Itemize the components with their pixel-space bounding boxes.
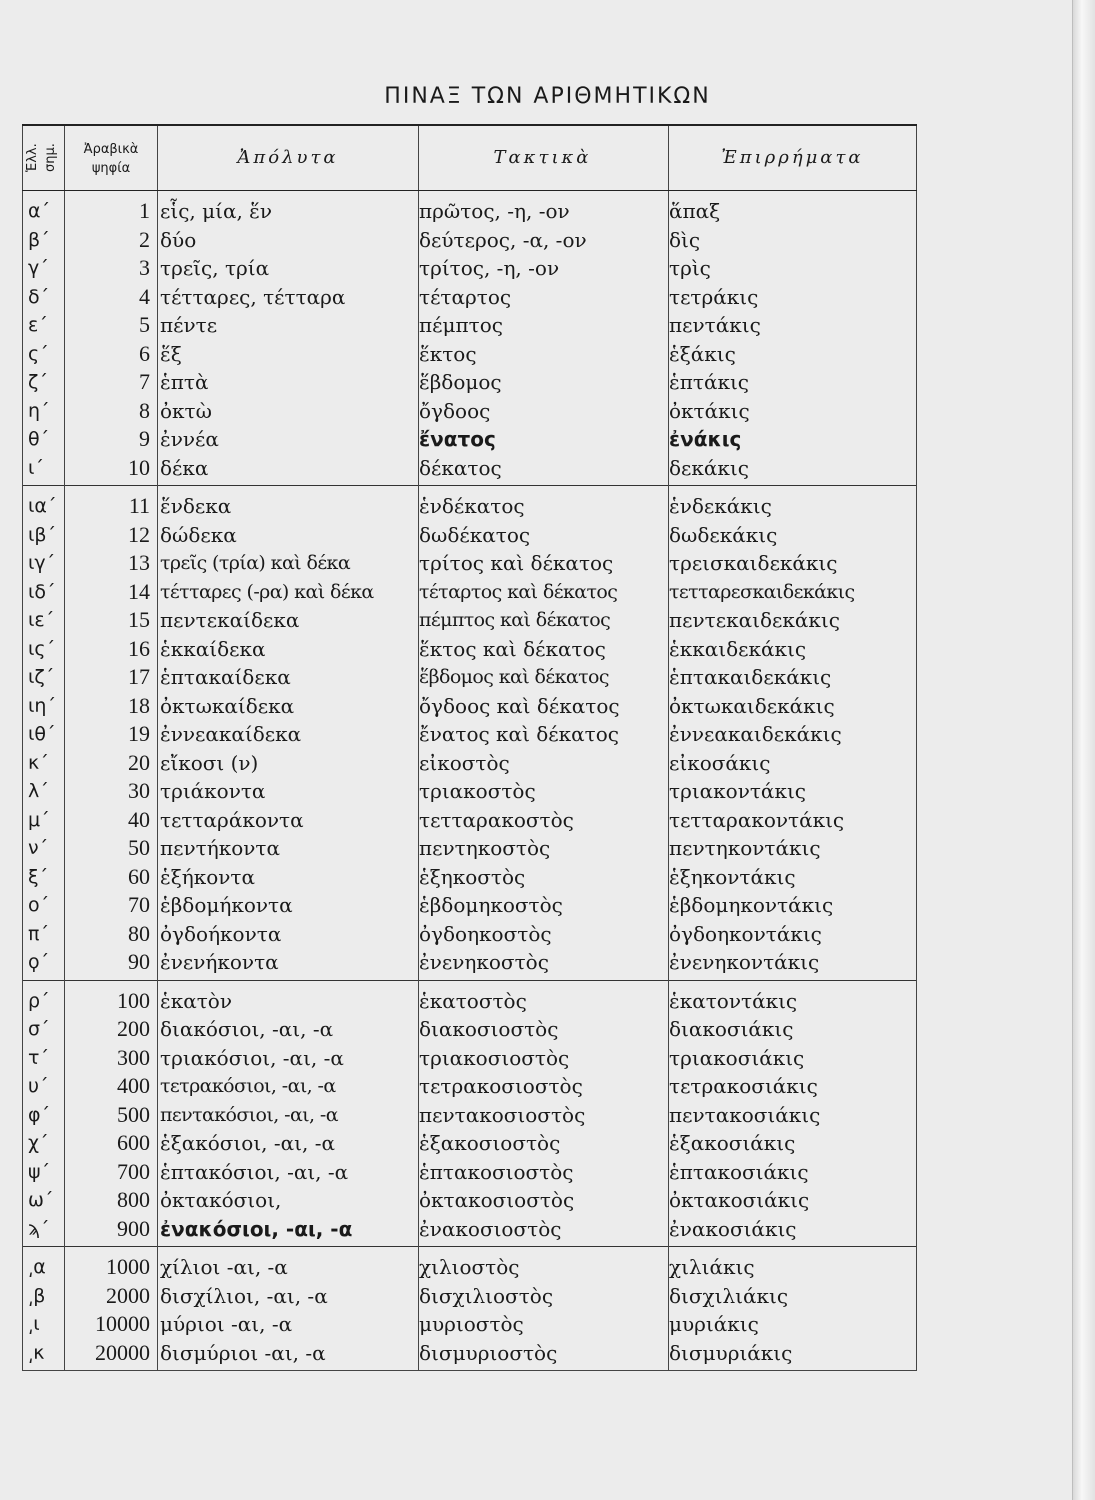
arabic-numeral: 20: [128, 749, 150, 775]
arabic-numeral: 10000: [95, 1311, 150, 1336]
greek-numeral: γ΄: [28, 257, 49, 279]
header-greek-notation: Ἑλλ. σημ.: [25, 143, 58, 173]
adverb-form: χιλιάκις: [669, 1255, 755, 1279]
absolute-form: τρεῖς (τρία) καὶ δέκα: [160, 552, 351, 574]
absolute-form: δισμύριοι -αι, -α: [160, 1340, 326, 1365]
table-row: [22, 454, 917, 483]
absolute-form: δύο: [160, 227, 197, 252]
table-row: [22, 1253, 917, 1282]
ordinal-form: δεύτερος, -α, -ον: [419, 227, 587, 252]
greek-numeral: ιζ΄: [28, 666, 55, 688]
ordinal-form: ἐνενηκοστὸς: [419, 950, 549, 974]
table-row: [22, 692, 917, 721]
arabic-numeral: 4: [139, 283, 150, 309]
table-row: [22, 834, 917, 863]
adverb-form: ἐνακοσιάκις: [669, 1216, 797, 1241]
adverb-form: τετράκις: [669, 284, 759, 309]
greek-numeral: ς΄: [28, 342, 49, 365]
arabic-numeral: 18: [128, 692, 150, 718]
ordinal-form: εἰκοστὸς: [419, 750, 510, 775]
table-row: [22, 311, 917, 340]
table-row: [22, 777, 917, 806]
arabic-numeral: 400: [117, 1073, 150, 1098]
absolute-form: ἐνενήκοντα: [160, 950, 279, 974]
greek-numeral: ϡ΄: [28, 1217, 50, 1240]
ordinal-form: ἕβδομος: [419, 370, 502, 394]
arabic-numeral: 15: [128, 607, 150, 632]
ordinal-form: πέμπτος: [419, 313, 503, 337]
adverb-form: τριακοσιάκις: [669, 1045, 805, 1070]
adverb-form: πεντεκαιδεκάκις: [669, 608, 840, 632]
ordinal-form: ἕκτος: [419, 341, 477, 366]
greek-numeral: τ΄: [28, 1046, 49, 1069]
arabic-numeral: 13: [128, 550, 150, 575]
greek-numeral: ξ΄: [28, 865, 49, 888]
greek-numeral: ιθ΄: [28, 723, 56, 745]
table-row: [22, 1282, 917, 1311]
ordinal-form: δισχιλιοστὸς: [419, 1283, 554, 1308]
table-row: [22, 340, 917, 369]
table-row: [22, 1072, 917, 1101]
table-row: [22, 1186, 917, 1215]
absolute-form: πεντακόσιοι, -αι, -α: [160, 1103, 338, 1126]
ordinal-form: ἕκτος καὶ δέκατος: [419, 636, 606, 661]
greek-numeral: ε΄: [28, 314, 48, 336]
adverb-form: δὶς: [669, 227, 701, 252]
table-row: [22, 635, 917, 664]
ordinal-form: ἔνατος καὶ δέκατος: [419, 722, 619, 746]
table-row: [22, 549, 917, 578]
arabic-numeral: 60: [128, 863, 150, 889]
table-group: [22, 486, 917, 981]
absolute-form: ἑβδομήκοντα: [160, 893, 293, 917]
arabic-numeral: 30: [128, 778, 150, 803]
arabic-numeral: 20000: [95, 1339, 150, 1365]
table-row: [22, 948, 917, 977]
ordinal-form: ὄγδοος καὶ δέκατος: [419, 693, 620, 718]
absolute-form: ἑπτακόσιοι, -αι, -α: [160, 1159, 349, 1184]
absolute-form: πεντήκοντα: [160, 836, 280, 860]
adverb-form: ὀκτάκις: [669, 398, 750, 423]
arabic-numeral: 8: [139, 397, 150, 423]
greek-numeral: ιδ΄: [28, 580, 56, 603]
header-arabic-digits: Ἀραβικὰ ψηφία: [83, 142, 139, 176]
table-row: [22, 663, 917, 692]
page-edge: [1072, 0, 1095, 1500]
arabic-numeral: 700: [117, 1158, 150, 1184]
ordinal-form: ἑβδομηκοστὸς: [419, 893, 563, 917]
arabic-numeral: 80: [128, 920, 150, 946]
arabic-numeral: 6: [139, 340, 150, 366]
greek-numeral: ͵κ: [28, 1341, 45, 1364]
greek-numeral: ϙ΄: [28, 951, 50, 973]
absolute-form: ἑπτὰ: [160, 370, 209, 394]
greek-numeral: β΄: [28, 228, 50, 251]
ordinal-form: ἐνακοσιοστὸς: [419, 1216, 562, 1241]
adverb-form: ἑξάκις: [669, 341, 736, 366]
arabic-numeral: 12: [128, 521, 150, 547]
adverb-form: διακοσιάκις: [669, 1017, 794, 1041]
adverb-form: ἑπτάκις: [669, 370, 749, 394]
adverb-form: ἑκατοντάκις: [669, 988, 798, 1013]
ordinal-form: δισμυριοστὸς: [419, 1340, 558, 1365]
arabic-numeral: 70: [128, 892, 150, 917]
ordinal-form: ἑξηκοστὸς: [419, 864, 526, 889]
adverb-form: δισχιλιάκις: [669, 1283, 789, 1308]
ordinal-form: ἑκατοστὸς: [419, 988, 527, 1013]
ordinal-form: ἔνατος: [419, 427, 496, 451]
greek-numeral: ͵ι: [28, 1313, 40, 1335]
header-adverb: Ἐπιρρήματα: [721, 147, 864, 168]
table-row: [22, 1310, 917, 1339]
greek-numeral: ιε΄: [28, 609, 55, 631]
greek-numeral: ψ΄: [28, 1160, 51, 1183]
ordinal-form: δέκατος: [419, 455, 502, 480]
ordinal-form: ὀγδοηκοστὸς: [419, 921, 552, 946]
greek-numeral: π΄: [28, 922, 49, 945]
table-row: [22, 226, 917, 255]
ordinal-form: πεντηκοστὸς: [419, 836, 551, 860]
adverb-form: ὀγδοηκοντάκις: [669, 921, 822, 946]
table-row: [22, 1129, 917, 1158]
arabic-numeral: 7: [139, 369, 150, 394]
absolute-form: τριάκοντα: [160, 779, 266, 803]
table-row: [22, 606, 917, 635]
absolute-form: ἑκκαίδεκα: [160, 636, 266, 661]
adverb-form: ἑκκαιδεκάκις: [669, 636, 807, 661]
greek-numeral: λ΄: [28, 780, 49, 802]
table-row: [22, 578, 917, 607]
absolute-form: τέτταρες (-ρα) καὶ δέκα: [160, 580, 374, 603]
table-row: [22, 283, 917, 312]
arabic-numeral: 2: [139, 226, 150, 252]
table-row: [22, 720, 917, 749]
adverb-form: ἑπτακαιδεκάκις: [669, 665, 832, 689]
greek-numeral: ͵α: [28, 1256, 46, 1278]
table-row: [22, 197, 917, 226]
table-row: [22, 891, 917, 920]
greek-numeral: ιγ΄: [28, 552, 56, 574]
ordinal-form: δωδέκατος: [419, 522, 531, 547]
table-group: [22, 191, 917, 486]
table-row: [22, 254, 917, 283]
greek-numeral: ια΄: [28, 495, 57, 517]
adverb-form: ὀκτωκαιδεκάκις: [669, 693, 835, 718]
absolute-form: διακόσιοι, -αι, -α: [160, 1017, 334, 1041]
greek-numeral: ω΄: [28, 1189, 54, 1211]
greek-numeral: ι΄: [28, 456, 44, 479]
greek-numeral: ν΄: [28, 837, 49, 859]
greek-numeral: χ΄: [28, 1132, 49, 1154]
arabic-numeral: 11: [128, 493, 150, 518]
ordinal-form: τρίτος καὶ δέκατος: [419, 551, 614, 575]
arabic-numeral: 200: [117, 1016, 150, 1041]
ordinal-form: πρῶτος, -η, -ον: [419, 199, 570, 223]
absolute-form: τέτταρες, τέτταρα: [160, 284, 346, 309]
absolute-form: ἑπτακαίδεκα: [160, 665, 291, 689]
ordinal-form: μυριοστὸς: [419, 1312, 524, 1336]
adverb-form: ἐνενηκοντάκις: [669, 950, 820, 974]
ordinal-form: διακοσιοστὸς: [419, 1017, 559, 1041]
absolute-form: ὀκτακόσιοι,: [160, 1188, 282, 1212]
greek-numeral: υ΄: [28, 1075, 49, 1097]
adverb-form: δισμυριάκις: [669, 1340, 793, 1365]
adverb-form: ἑβδομηκοντάκις: [669, 893, 834, 917]
absolute-form: ὀκτὼ: [160, 398, 212, 423]
arabic-numeral: 90: [128, 949, 150, 974]
adverb-form: τετταρακοντάκις: [669, 807, 845, 832]
arabic-numeral: 3: [139, 255, 150, 280]
ordinal-form: πεντακοσιοστὸς: [419, 1102, 586, 1127]
table-row: [22, 397, 917, 426]
greek-numeral: ͵β: [28, 1284, 46, 1307]
greek-numeral: ο΄: [28, 894, 50, 916]
ordinal-form: τέταρτος: [419, 284, 512, 309]
ordinal-form: ὄγδοος: [419, 398, 491, 423]
greek-numeral: ιη΄: [28, 694, 56, 717]
absolute-form: δέκα: [160, 455, 209, 480]
adverb-form: ἑνδεκάκις: [669, 494, 772, 518]
greek-numeral: α΄: [28, 200, 51, 222]
absolute-form: ὀκτωκαίδεκα: [160, 693, 295, 718]
table-row: [22, 749, 917, 778]
table-row: [22, 1101, 917, 1130]
table-header: [22, 126, 917, 191]
absolute-form: χίλιοι -αι, -α: [160, 1255, 288, 1279]
ordinal-form: τετρακοσιοστὸς: [419, 1074, 583, 1098]
ordinal-form: ἑξακοσιοστὸς: [419, 1131, 561, 1155]
absolute-form: ἑκατὸν: [160, 988, 233, 1013]
arabic-numeral: 300: [117, 1044, 150, 1070]
greek-numeral: η΄: [28, 399, 50, 422]
adverb-form: τριακοντάκις: [669, 779, 806, 803]
ordinal-form: ὀκτακοσιοστὸς: [419, 1188, 575, 1212]
greek-numeral: φ΄: [28, 1103, 51, 1126]
numerals-table: [22, 124, 917, 1371]
table-row: [22, 1158, 917, 1187]
arabic-numeral: 10: [128, 454, 150, 480]
table-row: [22, 1339, 917, 1368]
ordinal-form: ἑνδέκατος: [419, 494, 525, 518]
adverb-form: τετταρεσκαιδεκάκις: [669, 580, 855, 603]
adverb-form: ἑξηκοντάκις: [669, 864, 796, 889]
absolute-form: εἴκοσι (ν): [160, 750, 259, 775]
table-row: [22, 987, 917, 1016]
absolute-form: εἷς, μία, ἕν: [160, 199, 273, 223]
ordinal-form: τετταρακοστὸς: [419, 807, 574, 832]
adverb-form: πεντάκις: [669, 313, 761, 337]
adverb-form: πεντηκοντάκις: [669, 836, 821, 860]
absolute-form: ἐνακόσιοι, -αι, -α: [160, 1216, 353, 1241]
adverb-form: μυριάκις: [669, 1312, 759, 1336]
arabic-numeral: 1: [139, 198, 150, 223]
arabic-numeral: 800: [117, 1187, 150, 1212]
absolute-form: ἐννέα: [160, 427, 219, 451]
arabic-numeral: 14: [128, 578, 150, 604]
page-title: ΠΙΝΑΞ ΤΩΝ ΑΡΙΘΜΗΤΙΚΩΝ: [384, 84, 711, 109]
header-absolute: Ἀπόλυτα: [237, 147, 339, 168]
table-body: [22, 191, 917, 1370]
ordinal-form: τρίτος, -η, -ον: [419, 256, 560, 280]
greek-numeral: ιβ΄: [28, 523, 57, 546]
table-row: [22, 1015, 917, 1044]
absolute-form: τριακόσιοι, -αι, -α: [160, 1045, 344, 1070]
table-row: [22, 492, 917, 521]
absolute-form: ἕξ: [160, 341, 182, 366]
arabic-numeral: 50: [128, 835, 150, 860]
table-row: [22, 806, 917, 835]
adverb-form: ἑξακοσιάκις: [669, 1131, 796, 1155]
adverb-form: τρεισκαιδεκάκις: [669, 551, 838, 575]
table-row: [22, 521, 917, 550]
adverb-form: ἅπαξ: [669, 199, 721, 223]
table-group: [22, 1247, 917, 1370]
adverb-form: πεντακοσιάκις: [669, 1102, 821, 1127]
table-row: [22, 368, 917, 397]
greek-numeral: ις΄: [28, 637, 56, 660]
table-row: [22, 1215, 917, 1244]
adverb-form: εἰκοσάκις: [669, 750, 771, 775]
table-group: [22, 981, 917, 1248]
greek-numeral: κ΄: [28, 751, 49, 774]
arabic-numeral: 1000: [106, 1254, 150, 1279]
greek-numeral: δ΄: [28, 285, 50, 308]
ordinal-form: ἑπτακοσιοστὸς: [419, 1159, 574, 1184]
arabic-numeral: 900: [117, 1215, 150, 1241]
absolute-form: δισχίλιοι, -αι, -α: [160, 1283, 328, 1308]
absolute-form: ἐννεακαίδεκα: [160, 722, 302, 746]
ordinal-form: ἕβδομος καὶ δέκατος: [419, 666, 609, 688]
absolute-form: τετρακόσιοι, -αι, -α: [160, 1075, 336, 1097]
adverb-form: ὀκτακοσιάκις: [669, 1188, 810, 1212]
absolute-form: ἑξήκοντα: [160, 864, 255, 889]
arabic-numeral: 17: [128, 664, 150, 689]
arabic-numeral: 600: [117, 1130, 150, 1155]
absolute-form: τετταράκοντα: [160, 807, 304, 832]
arabic-numeral: 40: [128, 806, 150, 832]
arabic-numeral: 19: [128, 721, 150, 746]
adverb-form: ἑπτακοσιάκις: [669, 1159, 809, 1184]
greek-numeral: ρ΄: [28, 989, 50, 1012]
absolute-form: ὀγδοήκοντα: [160, 921, 282, 946]
absolute-form: ἑξακόσιοι, -αι, -α: [160, 1131, 335, 1155]
header-ordinal: Τακτικὰ: [493, 147, 592, 168]
adverb-form: ἐνάκις: [669, 427, 742, 451]
arabic-numeral: 9: [139, 426, 150, 451]
adverb-form: τετρακοσιάκις: [669, 1074, 818, 1098]
adverb-form: τρὶς: [669, 256, 711, 280]
adverb-form: ἐννεακαιδεκάκις: [669, 722, 842, 746]
table-row: [22, 920, 917, 949]
absolute-form: ἕνδεκα: [160, 494, 232, 518]
absolute-form: τρεῖς, τρία: [160, 256, 270, 280]
ordinal-form: τέταρτος καὶ δέκατος: [419, 580, 618, 603]
table-row: [22, 1044, 917, 1073]
greek-numeral: ζ΄: [28, 371, 48, 393]
arabic-numeral: 500: [117, 1101, 150, 1127]
absolute-form: πέντε: [160, 313, 218, 337]
greek-numeral: μ΄: [28, 808, 50, 831]
table-row: [22, 425, 917, 454]
absolute-form: δώδεκα: [160, 522, 237, 547]
ordinal-form: τριακοσιοστὸς: [419, 1045, 570, 1070]
arabic-numeral: 16: [128, 635, 150, 661]
absolute-form: μύριοι -αι, -α: [160, 1312, 293, 1336]
ordinal-form: χιλιοστὸς: [419, 1255, 520, 1279]
table-row: [22, 863, 917, 892]
greek-numeral: θ΄: [28, 428, 50, 450]
arabic-numeral: 100: [117, 987, 150, 1013]
greek-numeral: σ΄: [28, 1018, 50, 1040]
absolute-form: πεντεκαίδεκα: [160, 608, 300, 632]
adverb-form: δωδεκάκις: [669, 522, 778, 547]
arabic-numeral: 5: [139, 312, 150, 337]
arabic-numeral: 2000: [106, 1282, 150, 1308]
adverb-form: δεκάκις: [669, 455, 749, 480]
ordinal-form: τριακοστὸς: [419, 779, 536, 803]
ordinal-form: πέμπτος καὶ δέκατος: [419, 609, 611, 631]
